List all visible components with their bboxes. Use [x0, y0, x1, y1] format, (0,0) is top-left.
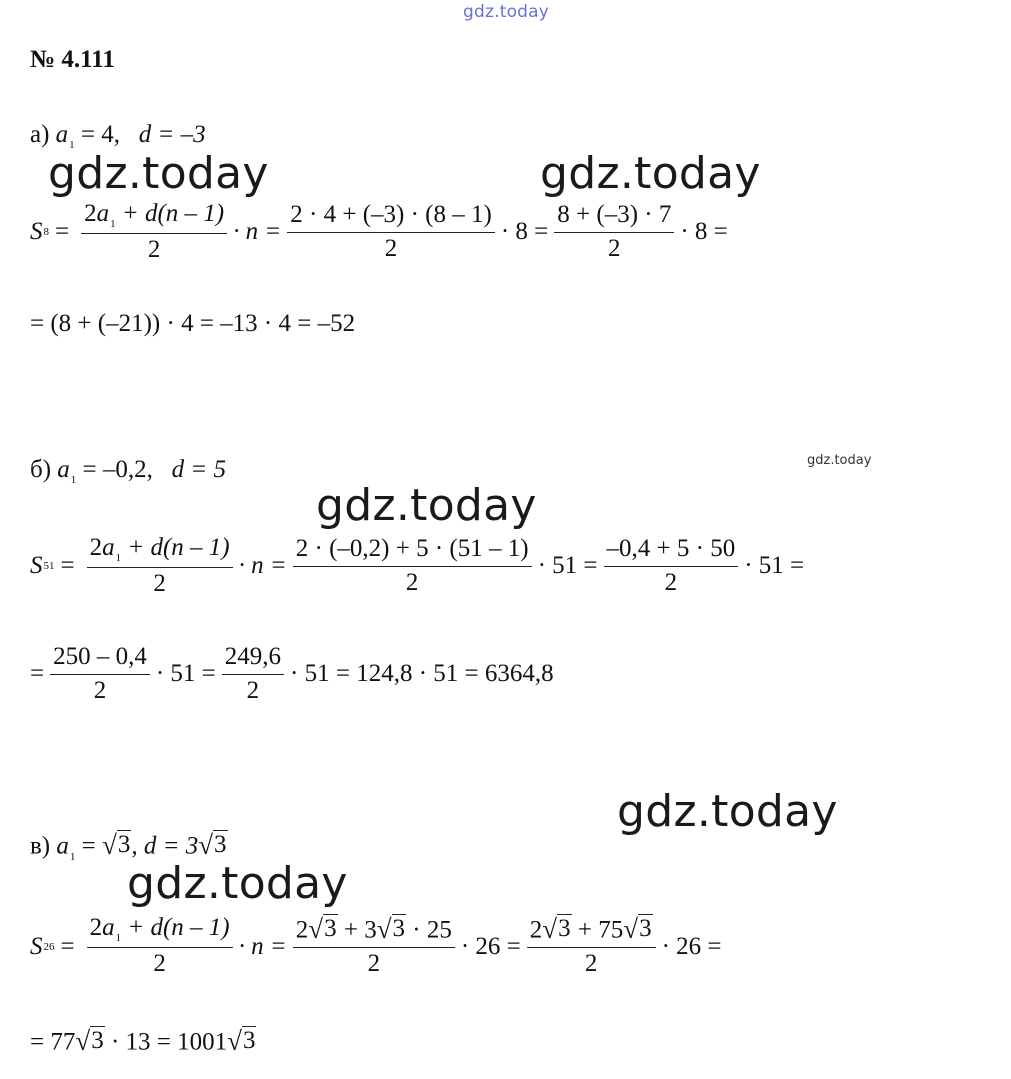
problem-title: № 4.111: [30, 46, 115, 73]
part-a-sum-equation: S 8 = $\frac{2a_1 + d(n - 1)}{2}$ · n = $\frac{2 \cdot 4 + (-3) \cdot (8 - 1)}{2}$ · 8 = $\frac{8 + (-3) \cdot 7}{2}$ · 8 =: [30, 200, 728, 263]
fraction: $\frac{2a_1 + d(n - 1)}{2}$: [87, 914, 233, 978]
fraction: $\frac{250 - 0,4}{2}$: [50, 643, 150, 706]
watermark-top: gdz.today: [463, 2, 550, 22]
watermark: gdz.today: [127, 858, 348, 909]
fraction: $\frac{2 \cdot (-0,2) + 5 \cdot (51 - 1)}{2}$: [293, 535, 532, 598]
watermark: gdz.today: [540, 148, 761, 199]
part-b-result: = $\frac{250 - 0,4}{2}$ · 51 = $\frac{249,6}{2}$ · 51 = 124,8 · 51 = 6364,8: [30, 643, 554, 704]
fraction: $\frac{249,6}{2}$: [222, 643, 284, 706]
watermark: gdz.today: [617, 786, 838, 837]
watermark: gdz.today: [48, 148, 269, 199]
fraction: $\frac{2 \cdot 4 + (-3) \cdot (8 - 1)}{2}$: [287, 201, 495, 264]
part-c-given: в) $a_1$ = √ 3 , d = 3 √ 3: [30, 829, 227, 863]
part-c-result: = 77 √ 3 · 13 = 1001 √ 3: [30, 1025, 256, 1056]
part-a-d-value: d = –3: [138, 121, 206, 148]
part-a-result: = (8 + (–21)) · 4 = –13 · 4 = –52: [30, 310, 356, 337]
watermark: gdz.today: [316, 480, 537, 531]
part-b-given: б) $a_1 = -0,2$, d = 5: [30, 456, 227, 486]
part-b-sum-equation: S 51 = $\frac{2a_1 + d(n - 1)}{2}$ · n = $\frac{2 \cdot (-0,2) + 5 \cdot (51 - 1)}{2}$ · 51 = $\frac{-0,4 + 5 \cdot 50}{2}$ · 51 =: [30, 534, 805, 597]
fraction: 2 √ 3 + 75 √ 3 2: [527, 914, 656, 979]
watermark-small: gdz.today: [807, 453, 872, 468]
fraction: $\frac{8 + (-3) \cdot 7}{2}$: [554, 201, 674, 264]
part-b-label: б): [30, 456, 52, 483]
fraction: $\frac{2a_1 + d(n - 1)}{2}$: [81, 200, 227, 264]
fraction: $\frac{2a_1 + d(n - 1)}{2}$: [87, 534, 233, 598]
part-a-label: а): [30, 121, 50, 148]
part-a-given: а) $a_1 = 4$, d = –3: [30, 121, 206, 151]
sqrt: √ 3: [102, 829, 131, 860]
sqrt: √ 3: [198, 829, 227, 860]
sum-index: 8: [43, 226, 49, 239]
part-c-sum-equation: S 26 = $\frac{2a_1 + d(n - 1)}{2}$ · n = 2 √ 3 + 3 √ 3 · 25 2 · 26 = 2 √ 3 + 75 √ 3 2 · 26 =: [30, 913, 722, 978]
part-a-a1-value: = 4,: [80, 121, 121, 148]
times-n: · n =: [233, 218, 282, 246]
fraction: 2 √ 3 + 3 √ 3 · 25 2: [293, 914, 455, 979]
fraction: $\frac{-0,4 + 5 \cdot 50}{2}$: [604, 535, 739, 598]
